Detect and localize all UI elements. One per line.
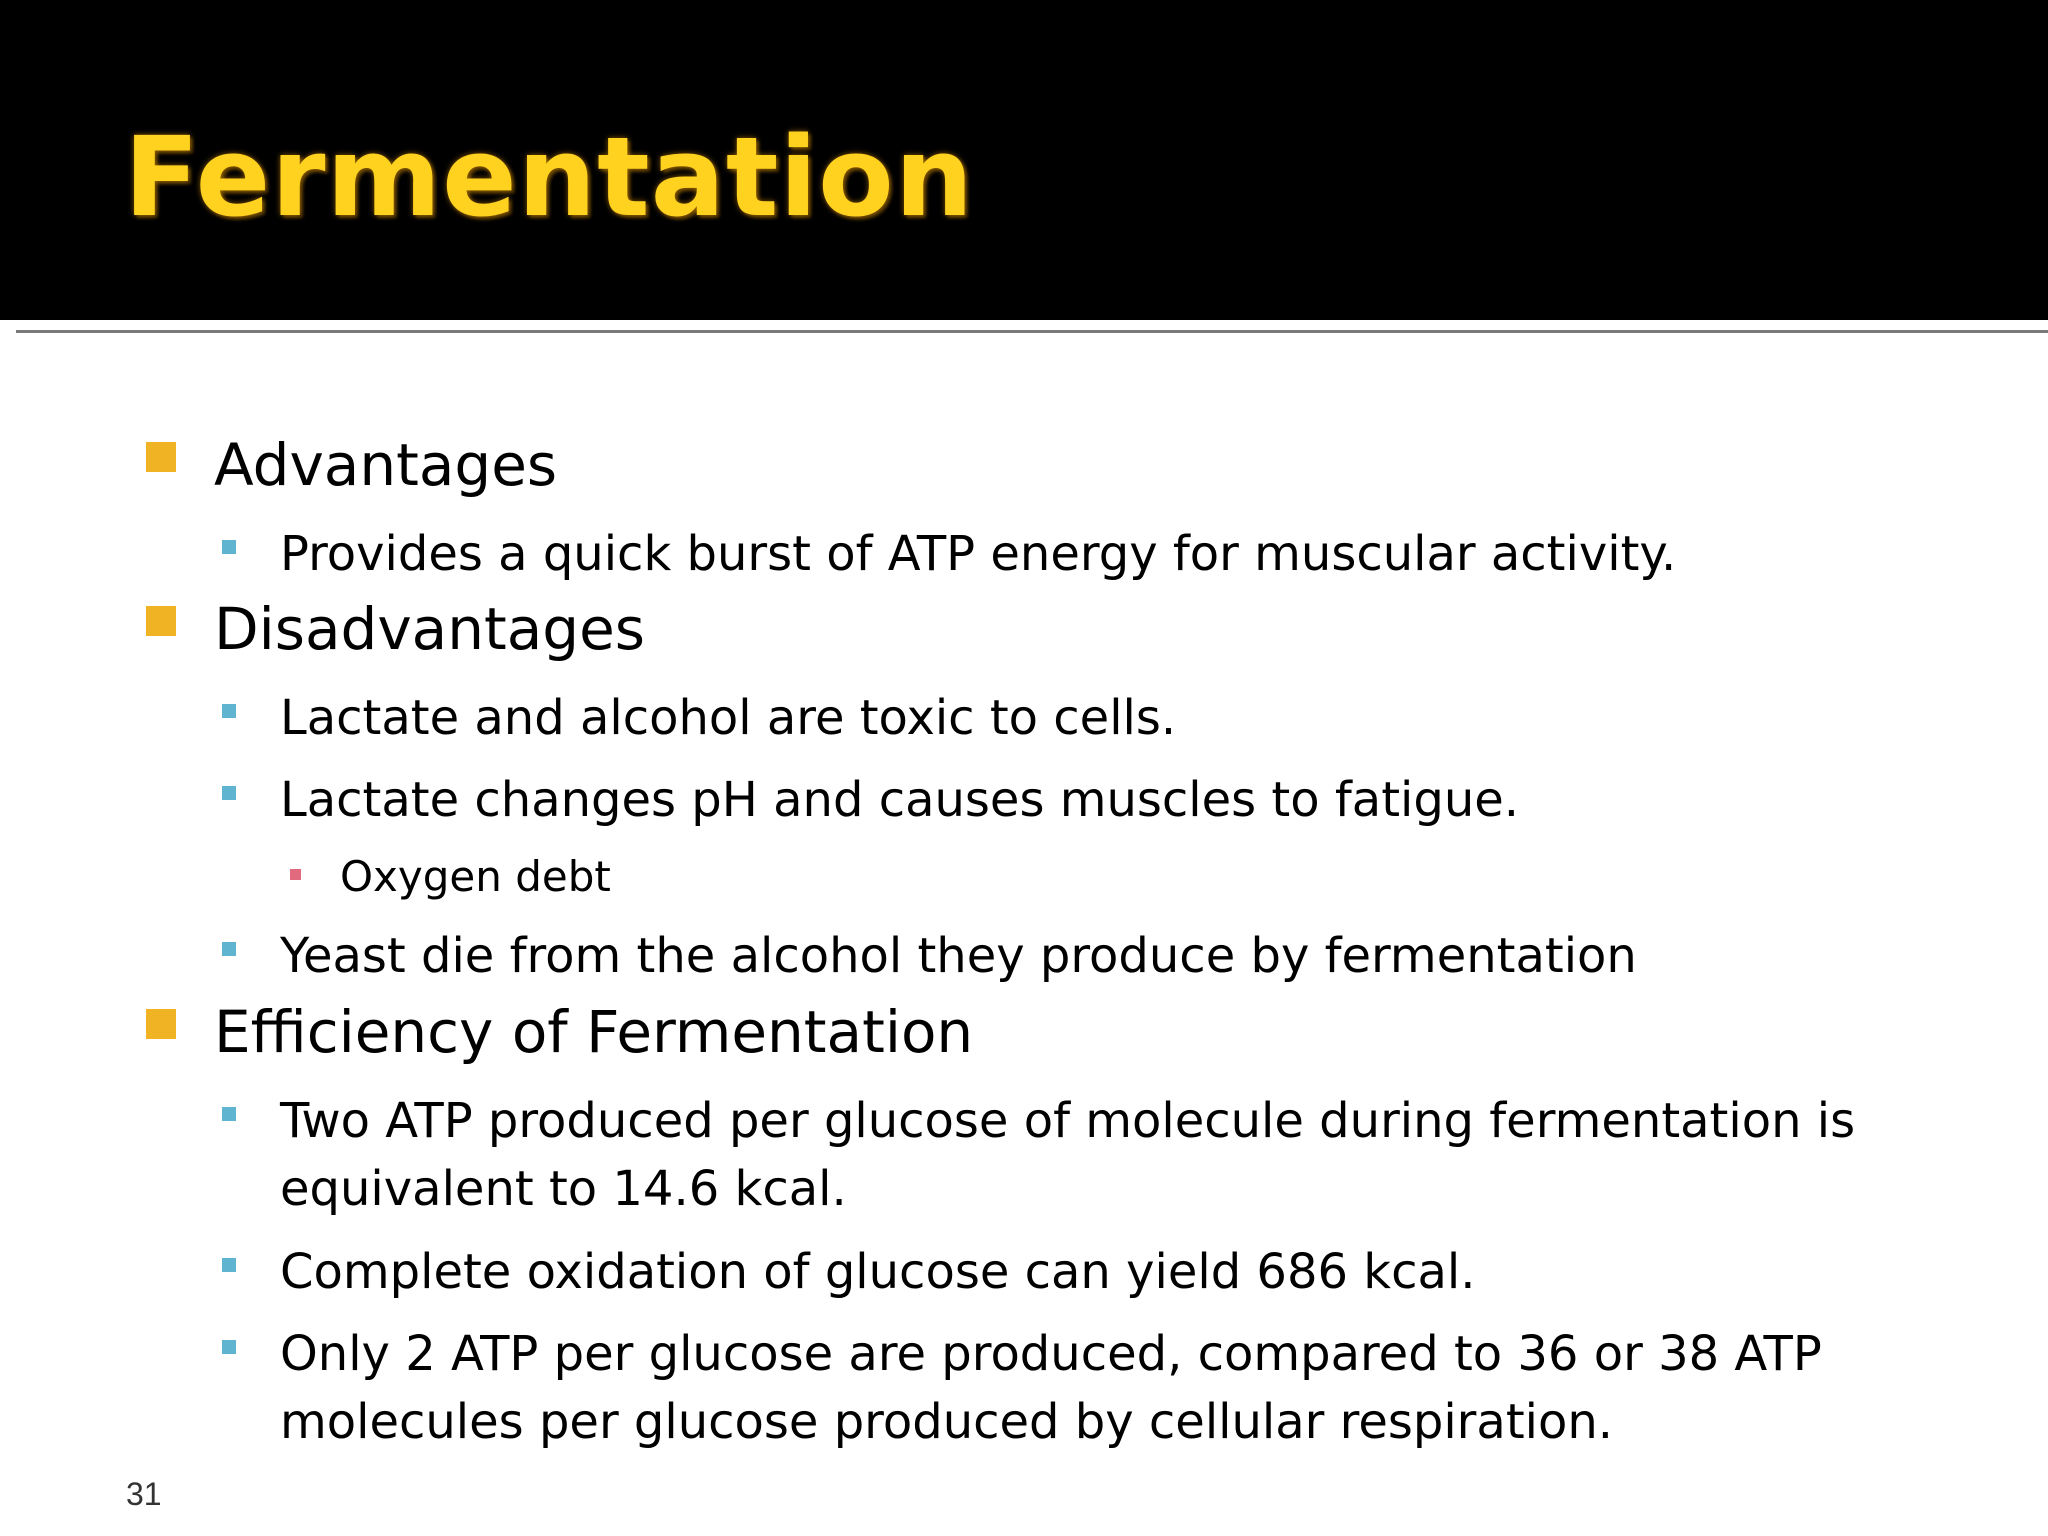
bullet-item-line: molecules per glucose produced by cellular respiration. <box>280 1394 1614 1450</box>
section-heading-efficiency: Efficiency of Fermentation <box>214 998 974 1066</box>
page-number: 31 <box>126 1476 162 1512</box>
level2-bullet-icon <box>222 540 236 554</box>
title-bar <box>0 0 2048 320</box>
slide-title: Fermentation <box>124 113 975 241</box>
bullet-item-line: equivalent to 14.6 kcal. <box>280 1161 847 1217</box>
level1-bullet-icon <box>146 1009 176 1039</box>
level2-bullet-icon <box>222 704 236 718</box>
level2-bullet-icon <box>222 942 236 956</box>
level2-bullet-icon <box>222 1258 236 1272</box>
level2-bullet-icon <box>222 786 236 800</box>
bullet-item-line: Only 2 ATP per glucose are produced, compared to 36 or 38 ATP <box>280 1326 1822 1382</box>
bullet-item: Yeast die from the alcohol they produce by fermentation <box>280 928 1637 984</box>
level2-bullet-icon <box>222 1340 236 1354</box>
level1-bullet-icon <box>146 606 176 636</box>
section-heading-disadvantages: Disadvantages <box>214 595 645 663</box>
level2-bullet-icon <box>222 1107 236 1121</box>
bullet-item: Complete oxidation of glucose can yield 686 kcal. <box>280 1244 1476 1300</box>
bullet-item-line: Two ATP produced per glucose of molecule during fermentation is <box>280 1093 1856 1149</box>
level3-bullet-icon <box>290 869 301 880</box>
sub-bullet-item: Oxygen debt <box>340 852 611 901</box>
bullet-item: Provides a quick burst of ATP energy for muscular activity. <box>280 526 1677 582</box>
bullet-item: Lactate and alcohol are toxic to cells. <box>280 690 1177 746</box>
bullet-item: Lactate changes pH and causes muscles to fatigue. <box>280 772 1520 828</box>
section-heading-advantages: Advantages <box>214 431 558 499</box>
level1-bullet-icon <box>146 442 176 472</box>
title-divider <box>16 330 2048 333</box>
